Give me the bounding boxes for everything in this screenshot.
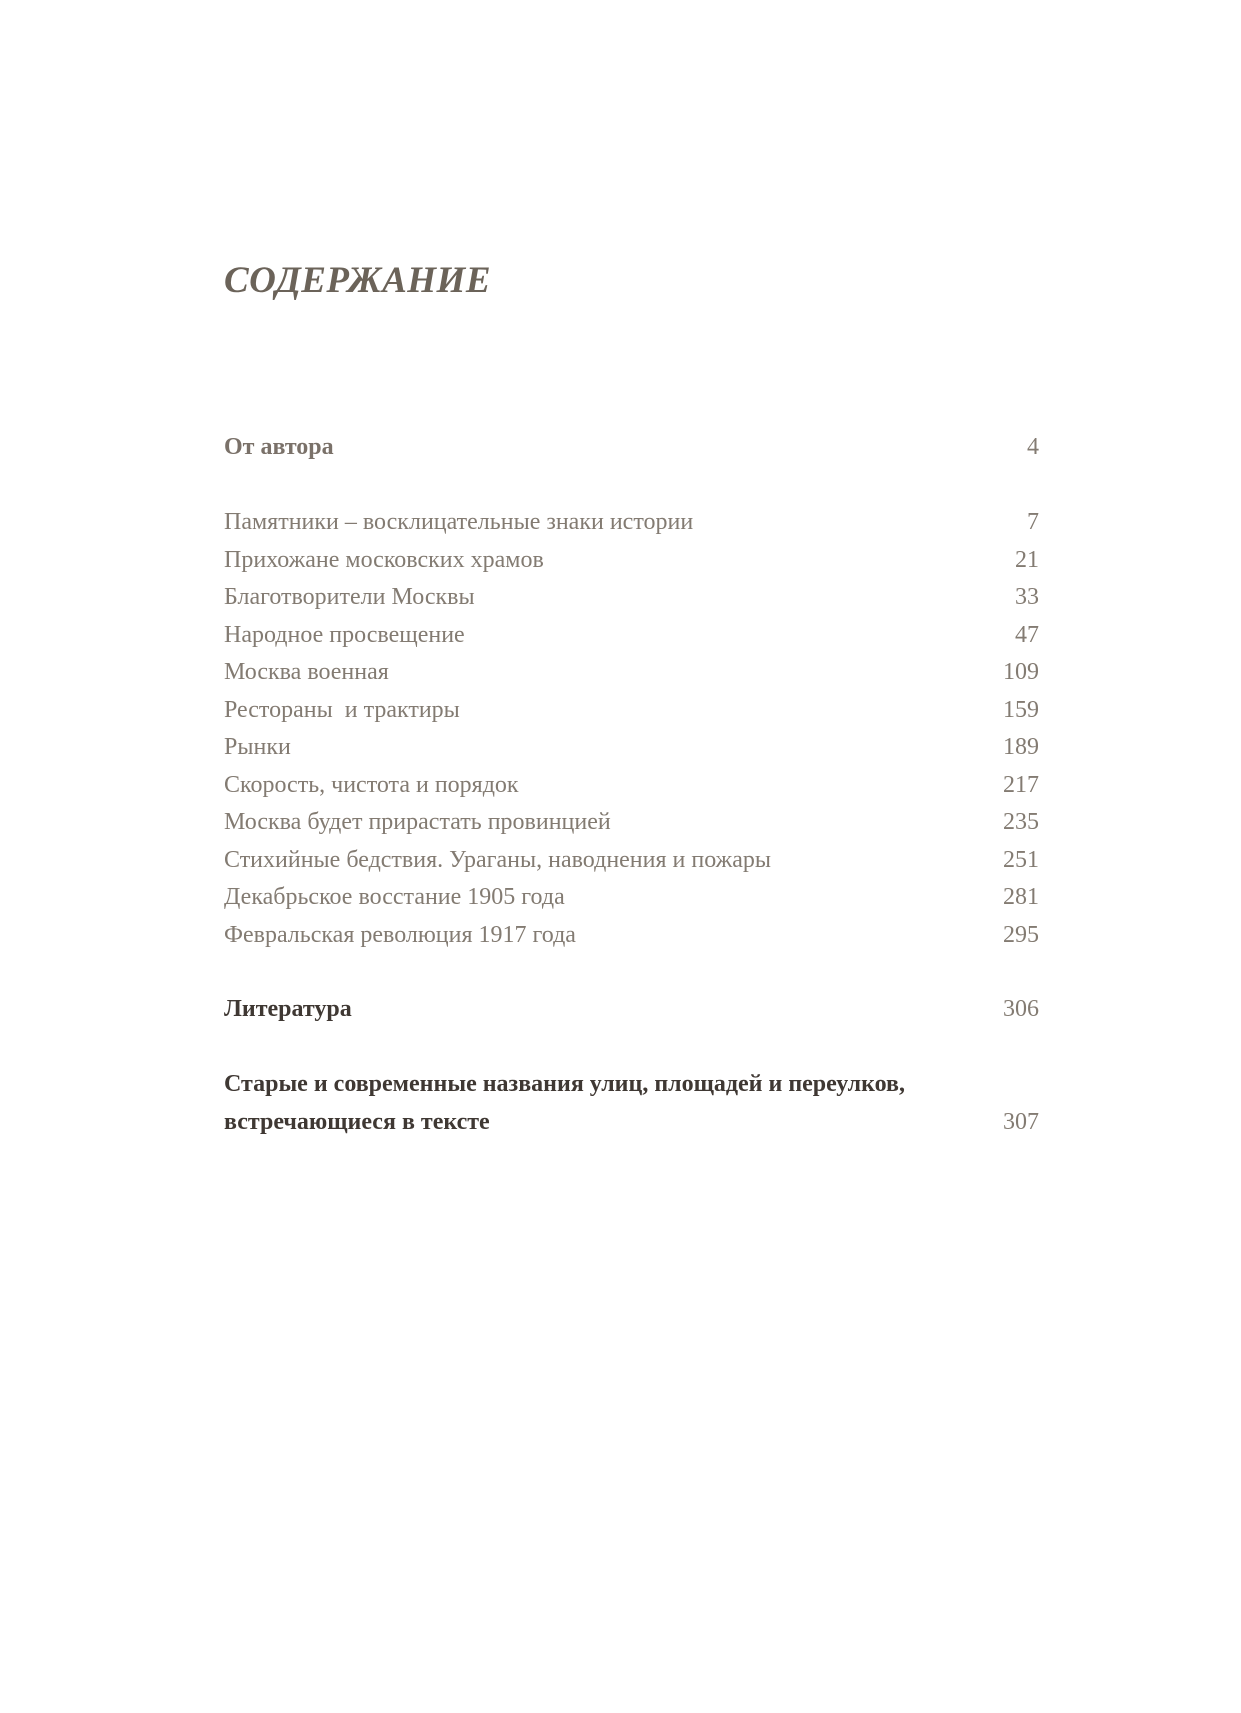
toc-entry-page: 21 (1015, 546, 1039, 573)
toc-entry (224, 692, 1039, 730)
toc-entry (224, 504, 1039, 542)
toc-entry (224, 842, 1039, 880)
page-title: СОДЕРЖАНИЕ (224, 260, 491, 301)
toc-entry-page: 251 (1003, 846, 1039, 873)
toc-entry-intro (224, 429, 1039, 467)
toc-entry-label: Народное просвещение (224, 621, 465, 648)
toc-entry (224, 879, 1039, 917)
toc-entry-label: Благотворители Москвы (224, 584, 475, 610)
toc-entry (224, 617, 1039, 655)
toc-entry-label: Памятники – восклицательные знаки истории (224, 509, 694, 535)
toc-entry-page: 4 (1027, 434, 1039, 460)
toc-entry-label: Скорость, чистота и порядок (224, 771, 519, 798)
toc-entry-label: Литература (224, 996, 352, 1022)
toc-entry-label: От автора (224, 434, 334, 460)
toc-entry-page: 295 (1003, 921, 1039, 948)
toc-entry-label: Москва военная (224, 659, 389, 685)
toc-entry-literature (224, 991, 1039, 1029)
toc-entry-label: Февральская революция 1917 года (224, 921, 576, 948)
toc-entry-page: 109 (1003, 659, 1039, 685)
toc-entry-page: 47 (1015, 621, 1039, 648)
toc-entry (224, 804, 1039, 842)
toc-entry-streets (224, 1066, 1039, 1141)
toc-entry-page: 217 (1003, 771, 1039, 798)
toc-entry (224, 654, 1039, 692)
toc-entry-label-line2: встречающиеся в тексте (224, 1108, 490, 1135)
toc-entry-label: Декабрьское восстание 1905 года (224, 884, 565, 910)
toc-entry-label: Прихожане московских храмов (224, 546, 544, 573)
toc-entry-label: Рынки (224, 734, 291, 760)
toc-intro (224, 429, 1039, 467)
toc-entry (224, 917, 1039, 955)
toc-entry (224, 767, 1039, 805)
toc-entry-page: 235 (1003, 809, 1039, 835)
toc-entry-label: Рестораны и трактиры (224, 696, 460, 723)
toc-entry-label (224, 1066, 905, 1141)
toc-entry (224, 729, 1039, 767)
toc-streets (224, 1066, 1039, 1141)
toc-chapters (224, 504, 1039, 954)
toc-entry-page: 281 (1003, 884, 1039, 910)
toc-entry-page: 7 (1027, 509, 1039, 535)
toc-entry-label-line1: Старые и современные названия улиц, площадей и переулков, (224, 1071, 905, 1097)
toc-entry-page: 307 (1003, 1108, 1039, 1135)
toc-entry (224, 542, 1039, 580)
toc-entry-label: Москва будет прирастать провинцией (224, 809, 611, 835)
toc-entry (224, 579, 1039, 617)
toc-entry-label: Стихийные бедствия. Ураганы, наводнения и пожары (224, 846, 771, 873)
toc-entry-page: 33 (1015, 584, 1039, 610)
toc-entry-page: 306 (1003, 996, 1039, 1022)
toc-entry-page: 189 (1003, 734, 1039, 760)
toc-literature (224, 991, 1039, 1029)
toc-entry-page: 159 (1003, 696, 1039, 723)
